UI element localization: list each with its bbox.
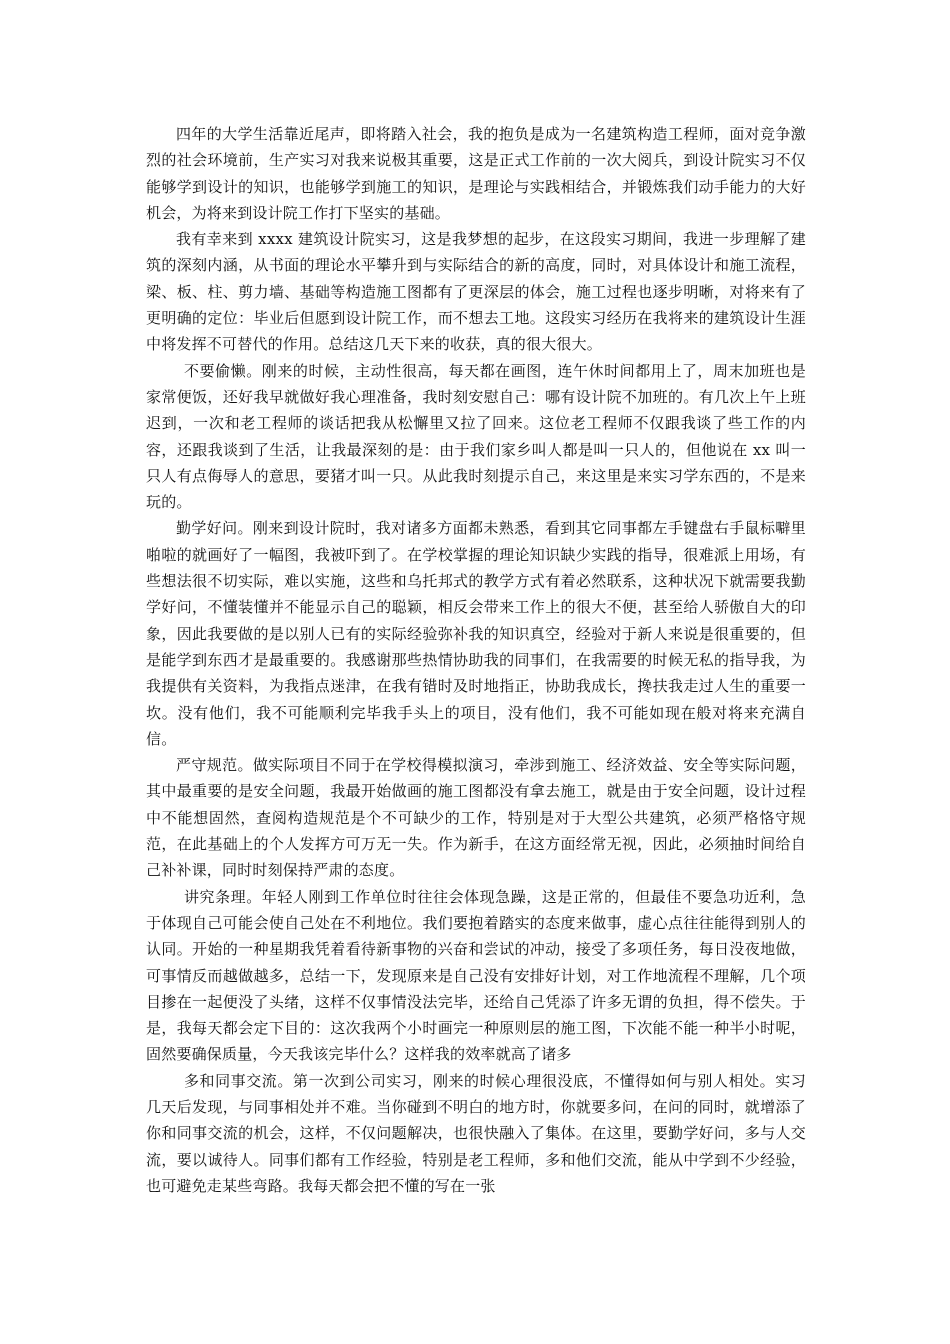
paragraph-no-laziness: 不要偷懒。刚来的时候，主动性很高，每天都在画图，连午休时间都用上了，周末加班也是家常便饭，还好我早就做好我心理准备，我时刻安慰自己：哪有设计院不加班的。有几次上午上班迟到，一次和老工程师的谈话把我从松懈里又拉了回来。这位老工程师不仅跟我谈了些工作的内容，还跟我谈到了生活，让我最深刻的是：由于我们家乡叫人都是叫一只人的，但他说在 xx 叫一只人有点侮辱人的意思，要猪才叫一只。从此我时刻提示自己，来这里是来实习学东西的，不是来玩的。 bbox=[146, 361, 806, 512]
document-body bbox=[146, 121, 806, 1199]
paragraph-ask-questions: 勤学好问。刚来到设计院时，我对诸多方面都未熟悉，看到其它同事都左手键盘右手鼠标噼里啪啦的就画好了一幅图，我被吓到了。在学校掌握的理论知识缺少实践的指导，很难派上用场，有些想法很不切实际，难以实施，这些和乌托邦式的教学方式有着必然联系，这种状况下就需要我勤学好问，不懂装懂并不能显示自己的聪颖，相反会带来工作上的很大不便，甚至给人骄傲自大的印象，因此我要做的是以别人已有的实际经验弥补我的知识真空，经验对于新人来说是很重要的，但是能学到东西才是最重要的。我感谢那些热情协助我的同事们，在我需要的时候无私的指导我，为我提供有关资料，为我指点迷津，在我有错时及时地指正，协助我成长，搀扶我走过人生的重要一坎。没有他们，我不可能顺利完毕我手头上的项目，没有他们，我不可能如现在般对将来充满自信。 bbox=[146, 519, 806, 748]
paragraph-internship: 我有幸来到 xxxx 建筑设计院实习，这是我梦想的起步，在这段实习期间，我进一步理解了建筑的深刻内涵，从书面的理论水平攀升到与实际结合的新的高度，同时，对具体设计和施工流程，梁、板、柱、剪力墙、基础等构造施工图都有了更深层的体会，施工过程也逐步明晰，对将来有了更明确的定位：毕业后但愿到设计院工作，而不想去工地。这段实习经历在我将来的建筑设计生涯中将发挥不可替代的作用。总结这几天下来的收获，真的很大很大。 bbox=[146, 230, 806, 354]
paragraph-be-organized: 讲究条理。年轻人刚到工作单位时往往会体现急躁，这是正常的，但最佳不要急功近利，急于体现自己可能会使自己处在不利地位。我们要抱着踏实的态度来做事，虚心点往往能得到别人的认同。开始的一种星期我凭着看待新事物的兴奋和尝试的冲动，接受了多项任务，每日没夜地做，可事情反而越做越多，总结一下，发现原来是自己没有安排好计划，对工作地流程不理解，几个项目掺在一起便没了头绪，这样不仅事情没法完毕，还给自己凭添了许多无谓的负担，得不偿失。于是，我每天都会定下目的：这次我两个小时画完一种原则层的施工图，下次能不能一种半小时呢，固然要确保质量，今天我该完毕什么？这样我的效率就高了诸多 bbox=[146, 887, 806, 1064]
paragraph-communicate: 多和同事交流。第一次到公司实习，刚来的时候心理很没底，不懂得如何与别人相处。实习几天后发现，与同事相处并不难。当你碰到不明白的地方时，你就要多问，在问的同时，就增添了你和同事交流的机会，这样，不仅问题解决，也很快融入了集体。在这里，要勤学好问，多与人交流，要以诚待人。同事们都有工作经验，特别是老工程师，多和他们交流，能从中学到不少经验，也可避免走某些弯路。我每天都会把不懂的写在一张 bbox=[146, 1071, 806, 1195]
paragraph-follow-standards: 严守规范。做实际项目不同于在学校得模拟演习，牵涉到施工、经济效益、安全等实际问题，其中最重要的是安全问题，我最开始做画的施工图都没有拿去施工，就是由于安全问题，设计过程中不能想固然，查阅构造规范是个不可缺少的工作，特别是对于大型公共建筑，必须严格恪守规范，在此基础上的个人发挥方可万无一失。作为新手，在这方面经常无视，因此，必须抽时间给自己补补课，同时时刻保持严肃的态度。 bbox=[146, 756, 806, 880]
paragraph-intro: 四年的大学生活靠近尾声，即将踏入社会，我的抱负是成为一名建筑构造工程师，面对竞争激烈的社会环境前，生产实习对我来说极其重要，这是正式工作前的一次大阅兵，到设计院实习不仅能够学到设计的知识，也能够学到施工的知识，是理论与实践相结合，并锻炼我们动手能力的大好机会，为将来到设计院工作打下坚实的基础。 bbox=[146, 125, 806, 222]
